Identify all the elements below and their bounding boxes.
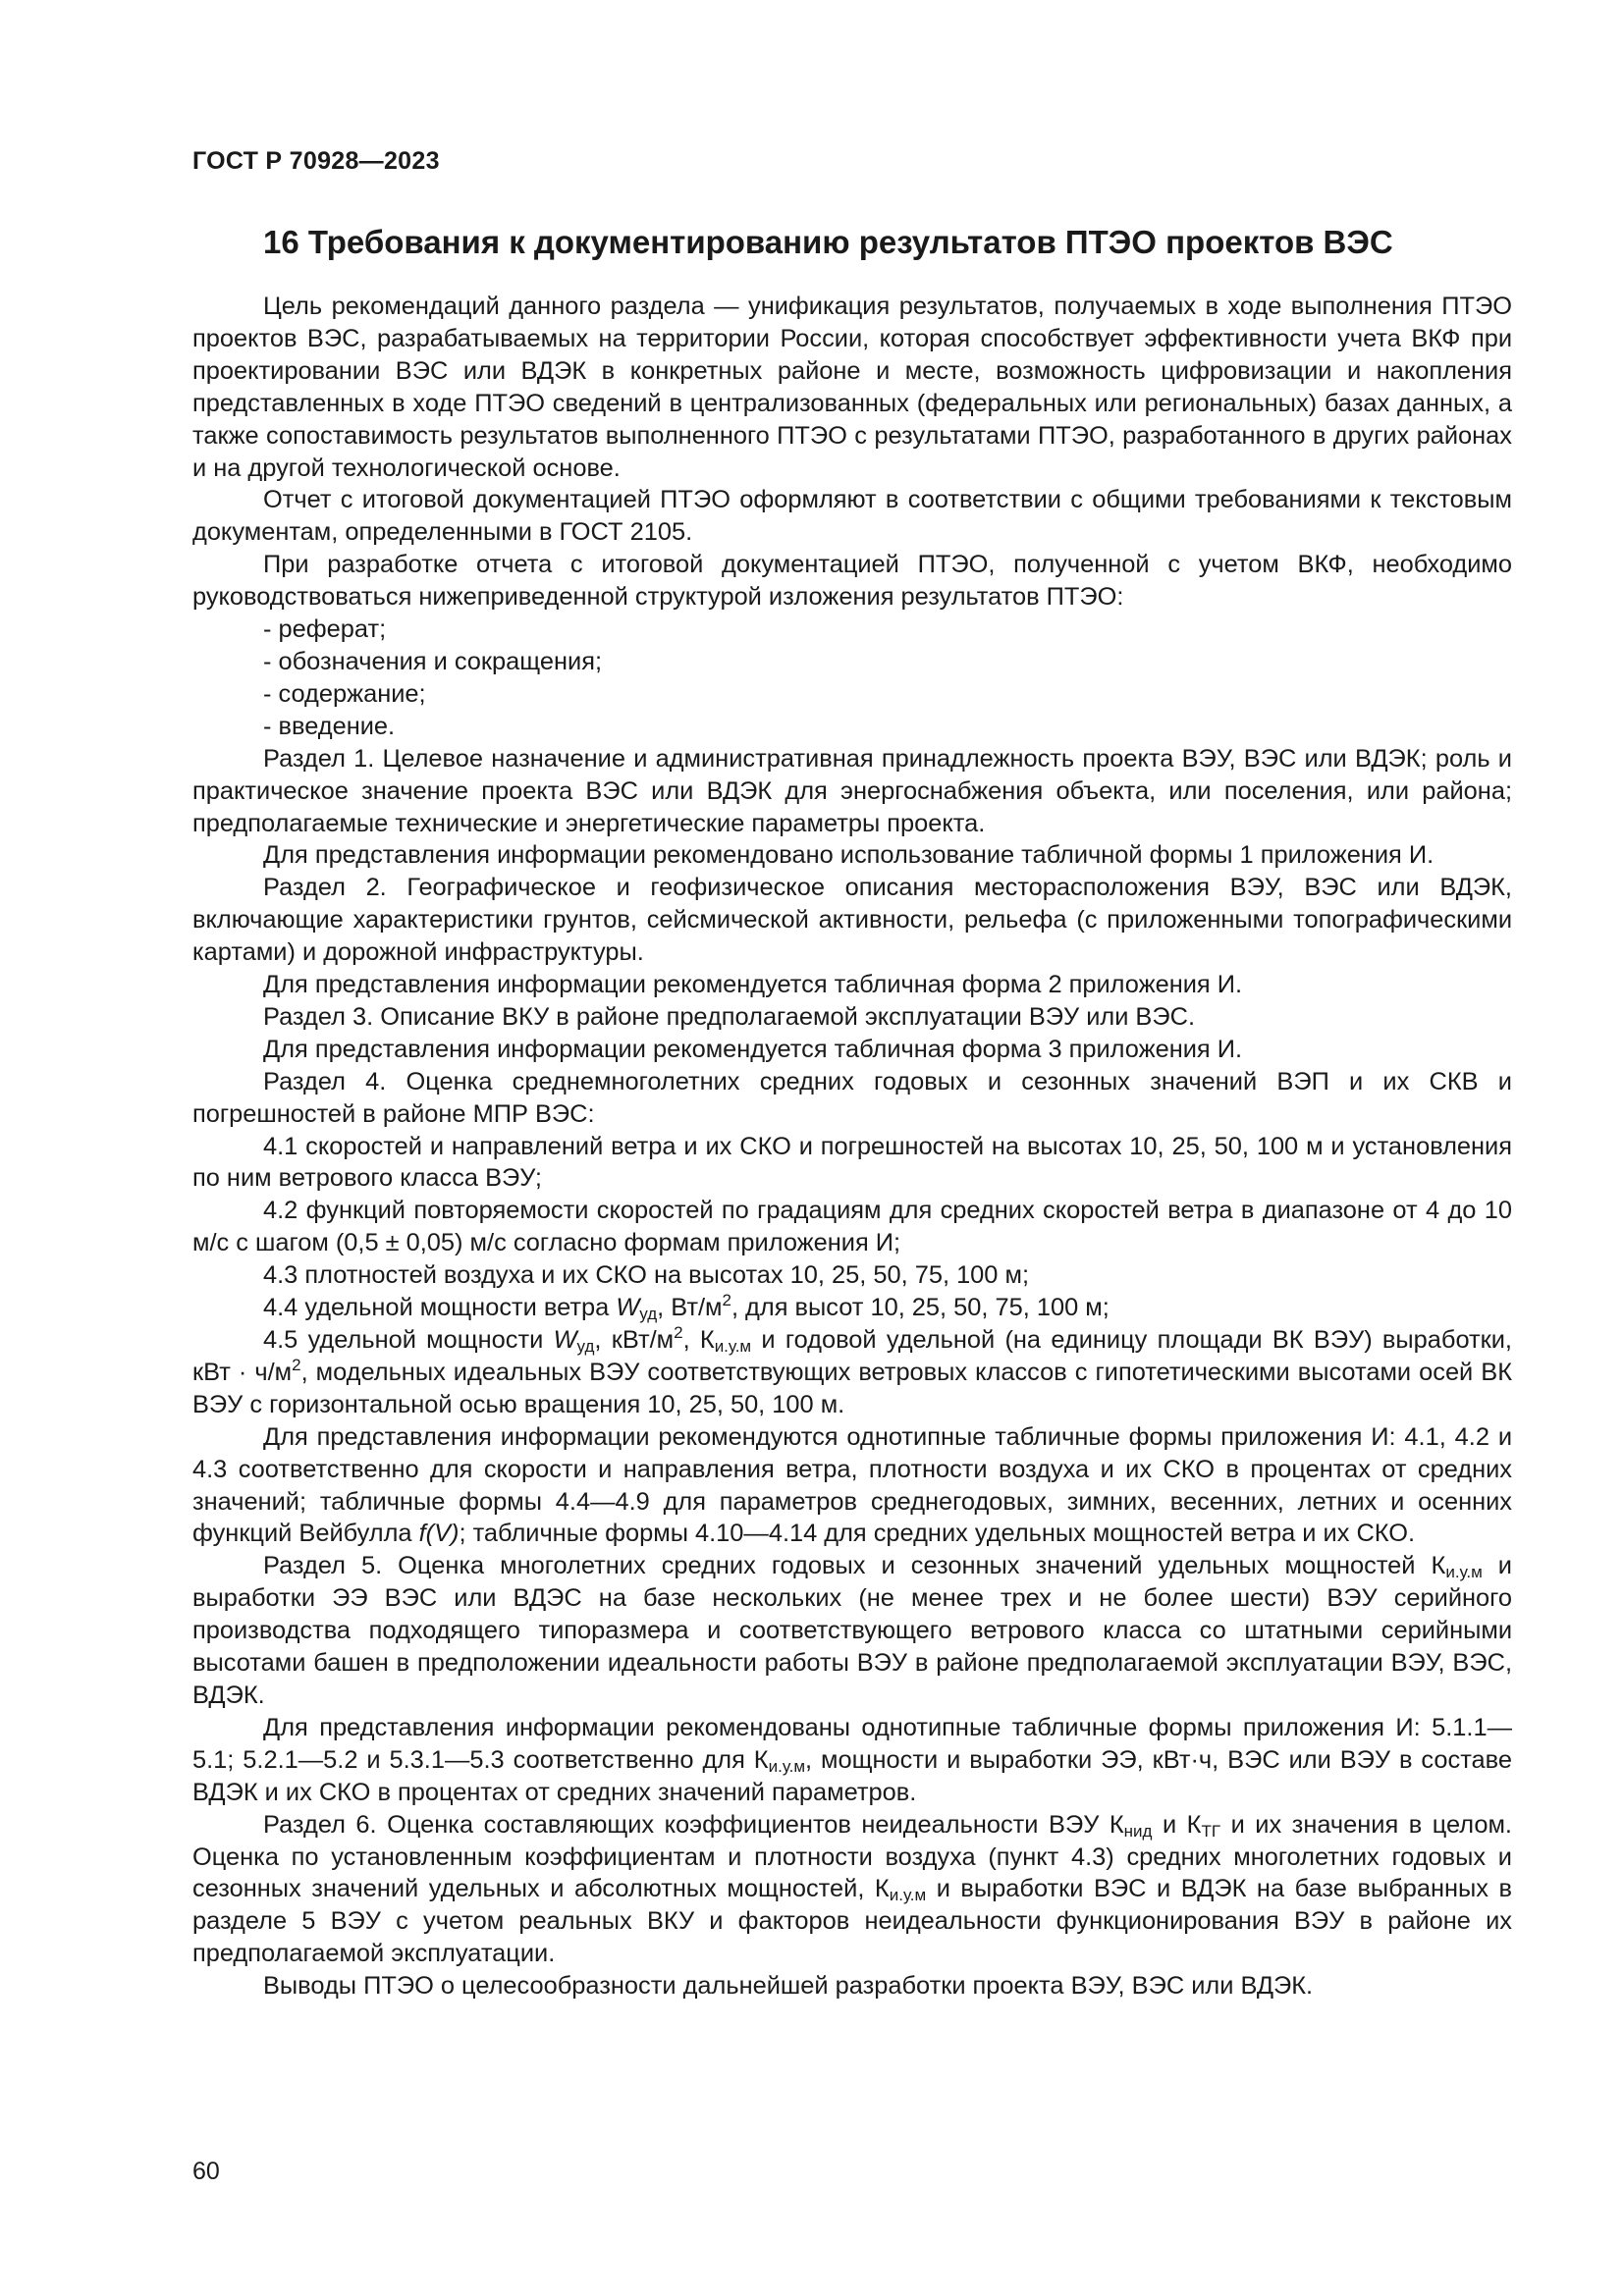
paragraph-report-format: Отчет с итоговой документацией ПТЭО оформляют в соответствии с общими требованиями к текстовым документам, определенными в ГОСТ 2105. (192, 486, 1512, 547)
list-item: - введение. (263, 712, 396, 740)
section-4-info: Для представления информации рекомендуются однотипные табличные формы приложения И: 4.1, 4.2 и 4.3 соответственно для скорости и направления ветра, плотности воздуха и их СКО в процентах от средних значений; табличные формы 4.4—4.9 для параметров среднегодовых, зимних, весенних, летних и осенних функций Вейбулла f(V); табличные формы 4.10—4.14 для средних удельных мощностей ветра и их СКО. (192, 1422, 1512, 1548)
list-item: - обозначения и сокращения; (263, 647, 603, 675)
item-4-5: 4.5 удельной мощности $W_{уд}$, кВт/$м^2$, $К_{и.у.м}$ и годовой удельной (на единицу площади ВК ВЭУ) выработки, кВт · $ч/м^2$, модельных идеальных ВЭУ соответствующих ветровых классов с гипотетическими высотами осей ВК ВЭУ с горизонтальной осью вращения 10, 25, 50, 100 м. (192, 1323, 1513, 1418)
paragraph-structure-intro: При разработке отчета с итоговой документацией ПТЭО, полученной с учетом ВКФ, необходимо руководствоваться нижеприведенной структурой изложения результатов ПТЭО: (192, 551, 1512, 612)
item-4-2: 4.2 функций повторяемости скоростей по градациям для средних скоростей ветра в диапазоне от 4 до 10 м/с с шагом (0,5 ± 0,05) м/с согласно формам приложения И; (192, 1197, 1512, 1257)
item-4-3: 4.3 плотностей воздуха и их СКО на высотах 10, 25, 50, 75, 100 м; (263, 1261, 1029, 1290)
paragraph-purpose: Цель рекомендаций данного раздела — унификация результатов, получаемых в ходе выполнения ПТЭО проектов ВЭС, разрабатываемых на территории России, которая способствует эффективности учета ВКФ при проектировании ВЭС или ВДЭК в конкретных районе и месте, возможность цифровизации и накопления представленных в ходе ПТЭО сведений в централизованных (федеральных или региональных) базах данных, а также сопоставимость результатов выполненного ПТЭО с результатами ПТЭО, разработанного в других районах и на другой технологической основе. (192, 293, 1512, 482)
section-1-info: Для представления информации рекомендовано использование табличной формы 1 приложения И. (263, 841, 1435, 870)
section-2-info: Для представления информации рекомендуется табличная форма 2 приложения И. (263, 971, 1243, 999)
document-code: ГОСТ Р 70928—2023 (192, 147, 440, 175)
section-3-info: Для представления информации рекомендуется табличная форма 3 приложения И. (263, 1035, 1243, 1063)
conclusion-text: Выводы ПТЭО о целесообразности дальнейшей разработки проекта ВЭУ, ВЭС или ВДЭК. (263, 1972, 1314, 2001)
section-5-info: Для представления информации рекомендованы однотипные табличные формы приложения И: 5.1.1—5.1; 5.2.1—5.2 и 5.3.1—5.3 соответственно для $К_{и.у.м}$, мощности и выработки ЭЭ, кВт·ч, ВЭС или ВЭУ в составе ВДЭК и их СКО в процентах от средних значений параметров. (192, 1713, 1512, 1806)
section-2-text: Раздел 2. Географическое и геофизическое описания месторасположения ВЭУ, ВЭС или ВДЭК, включающие характеристики грунтов, сейсмической активности, рельефа (с приложенными топографическими картами) и дорожной инфраструктуры. (192, 874, 1512, 967)
item-4-1: 4.1 скоростей и направлений ветра и их СКО и погрешностей на высотах 10, 25, 50, 100 м и установления по ним ветрового класса ВЭУ; (192, 1132, 1512, 1193)
list-item: - реферат; (263, 615, 387, 644)
section-6-text: Раздел 6. Оценка составляющих коэффициентов неидеальности ВЭУ $К_{нид}$ и $К_{ТГ}$ и их значения в целом. Оценка по установленным коэффициентам и плотности воздуха (пункт 4.3) средних многолетних годовых и сезонных значений удельных и абсолютных мощностей, $К_{и.у.м}$ и выработки ВЭС и ВДЭК на базе выбранных в разделе 5 ВЭУ с учетом реальных ВКУ и факторов неидеальности функционирования ВЭУ в районе их предполагаемой эксплуатации. (192, 1810, 1512, 1968)
section-3-text: Раздел 3. Описание ВКУ в районе предполагаемой эксплуатации ВЭУ или ВЭС. (263, 1002, 1196, 1031)
section-4-text: Раздел 4. Оценка среднемноголетних средних годовых и сезонных значений ВЭП и их СКВ и погрешностей в районе МПР ВЭС: (192, 1067, 1512, 1128)
document-body (192, 291, 1512, 2002)
section-5-text: Раздел 5. Оценка многолетних средних годовых и сезонных значений удельных мощностей $К_{и.у.м}$ и выработки ЭЭ ВЭС или ВДЭС на базе нескольких (не менее трех и не более шести) ВЭУ серийного производства подходящего типоразмера и соответствующего ветрового класса со штатными серийными высотами башен в предположении идеальности работы ВЭУ в районе предполагаемой эксплуатации ВЭУ, ВЭС, ВДЭК. (192, 1552, 1512, 1709)
section-title: 16 Требования к документированию результатов ПТЭО проектов ВЭС (263, 224, 1393, 260)
page-number: 60 (192, 2158, 220, 2185)
item-4-4: 4.4 удельной мощности ветра $W_{уд}$, $Вт/м^2$, для высот 10, 25, 50, 75, 100 м; (263, 1291, 1110, 1324)
section-1-text: Раздел 1. Целевое назначение и административная принадлежность проекта ВЭУ, ВЭС или ВДЭК; роль и практическое значение проекта ВЭС или ВДЭК для энергоснабжения объекта, или поселения, или района; предполагаемые технические и энергетические параметры проекта. (192, 744, 1512, 837)
list-item: - содержание; (263, 679, 426, 708)
